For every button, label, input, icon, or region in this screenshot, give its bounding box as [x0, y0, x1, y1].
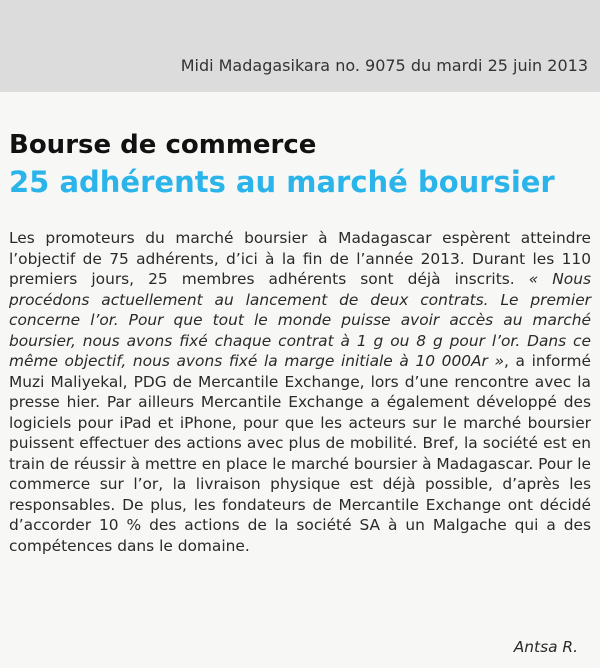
article-kicker: Bourse de commerce — [9, 130, 317, 160]
article-headline: 25 adhérents au marché boursier — [9, 165, 555, 199]
publication-line: Midi Madagasikara no. 9075 du mardi 25 juin 2013 — [180, 56, 588, 75]
body-continuation: , a informé Muzi Maliyekal, PDG de Mercantile Exchange, lors d’une rencontre avec la presse hier. Par ailleurs Mercantile Exchange a également développé des logiciels pour iPad et iPhone, pour que les acteurs sur le marché boursier puissent effectuer des actions avec plus de mobilité. Bref, la société est en train de réussir à mettre en place le marché boursier à Madagascar. Pour le commerce sur l’or, la livraison physique est déjà possible, d’après les responsables. De plus, les fondateurs de Mercantile Exchange ont décidé d’accorder 10 % des actions de la société SA à un Malgache qui a des compétences dans le domaine. — [9, 352, 592, 555]
article-body — [9, 228, 591, 556]
article — [0, 92, 600, 668]
body-quote: « Nous procédons actuellement au lancement de deux contrats. Le premier concerne l’or. Pour que tout le monde puisse avoir accès au marché boursier, nous avons fixé chaque contrat à 1 g ou 8 g pour l’or. Dans ce même objectif, nous avons fixé la marge initiale à 10 000Ar » — [9, 270, 591, 370]
body-intro: Les promoteurs du marché boursier à Madagascar espèrent atteindre l’objectif de 75 adhérents, d’ici à la fin de l’année 2013. Durant les 110 premiers jours, 25 membres adhérents sont déjà inscrits. — [9, 229, 591, 288]
article-byline: Antsa R. — [513, 638, 578, 656]
publication-header — [0, 0, 600, 92]
